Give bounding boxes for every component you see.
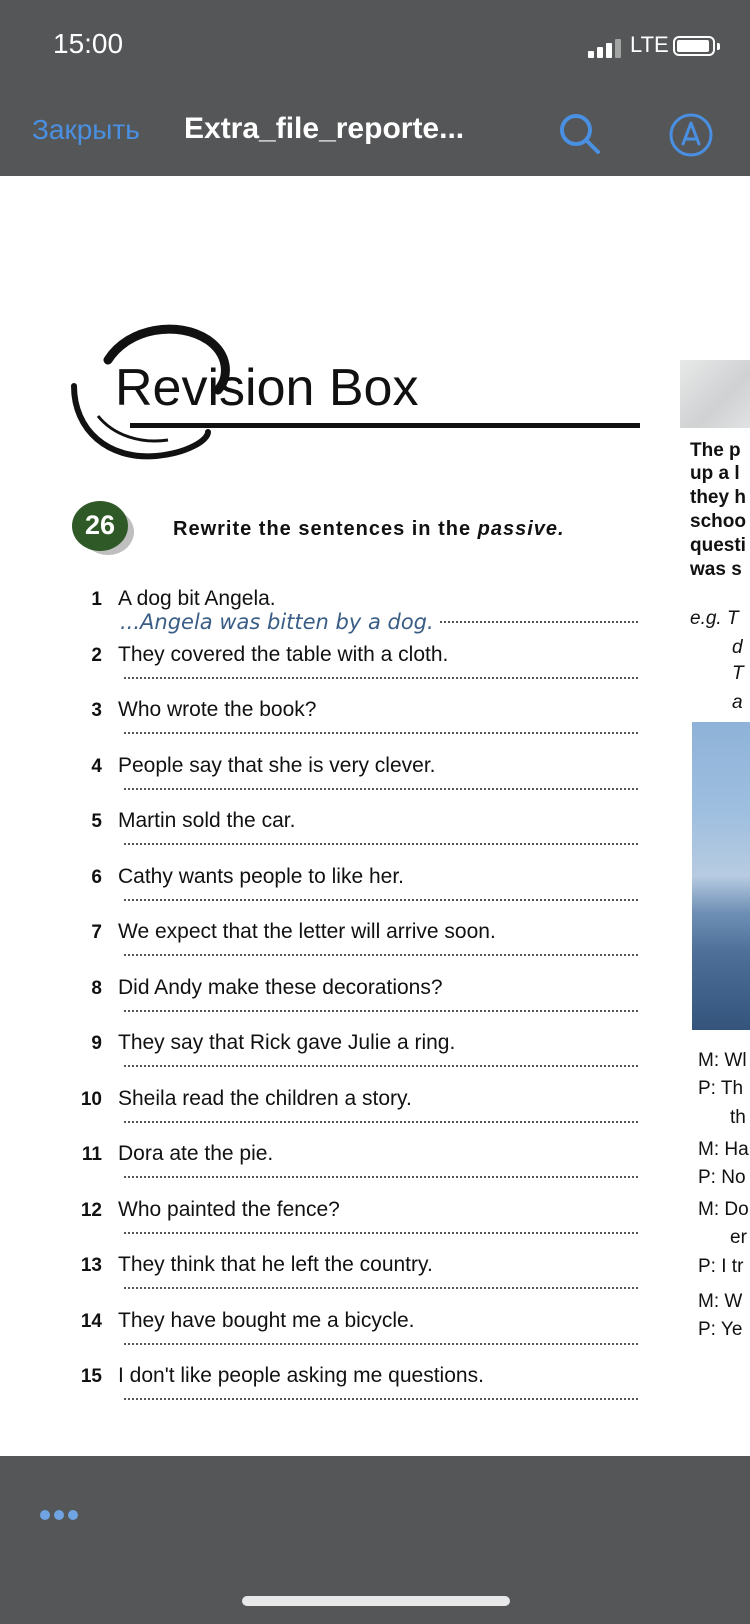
- exercise-item: [76, 811, 636, 867]
- answer-line: [124, 1065, 638, 1067]
- exercise-item: [76, 1311, 636, 1367]
- more-icon[interactable]: [40, 1510, 80, 1524]
- item-number: 9: [91, 1033, 102, 1054]
- item-sentence: Who painted the fence?: [118, 1198, 340, 1221]
- answer-line: [124, 1287, 638, 1289]
- item-sentence: They think that he left the country.: [118, 1253, 433, 1276]
- signal-icon: [588, 38, 628, 58]
- fragment-text: th: [730, 1107, 746, 1128]
- item-number: 14: [80, 1311, 102, 1332]
- item-answer: ...Angela was bitten by a dog.: [120, 610, 438, 634]
- photo-fragment-water: [692, 722, 750, 1030]
- item-sentence: They covered the table with a cloth.: [118, 643, 449, 666]
- item-number: 11: [81, 1144, 102, 1165]
- answer-line: [124, 788, 638, 790]
- logo-underline: [130, 423, 640, 428]
- exercise-item: [76, 700, 636, 756]
- item-sentence: Martin sold the car.: [118, 809, 296, 832]
- fragment-text: they h: [690, 487, 746, 508]
- answer-line: [124, 843, 638, 845]
- fragment-text: P: Ye: [698, 1319, 743, 1340]
- item-number: 6: [91, 867, 102, 888]
- exercise-item: [76, 978, 636, 1034]
- fragment-text: P: I tr: [698, 1256, 744, 1277]
- item-sentence: I don't like people asking me questions.: [118, 1364, 484, 1387]
- logo-text: Revision Box: [115, 359, 419, 417]
- answer-line: [124, 1232, 638, 1234]
- home-indicator: [242, 1596, 510, 1606]
- exercise-item: [76, 1033, 636, 1089]
- fragment-text: e.g. T: [690, 608, 739, 629]
- fragment-text: er: [730, 1227, 747, 1248]
- fragment-text: M: Wl: [698, 1050, 747, 1071]
- item-sentence: Did Andy make these decorations?: [118, 976, 443, 999]
- item-number: 4: [91, 756, 102, 777]
- close-button[interactable]: Закрыть: [32, 114, 140, 145]
- fragment-text: up a l: [690, 463, 740, 484]
- item-number: 8: [91, 978, 102, 999]
- item-number: 12: [80, 1200, 102, 1221]
- photo-fragment: [680, 360, 750, 428]
- instruction-text: Rewrite the sentences in the: [173, 518, 478, 540]
- fragment-text: was s: [690, 559, 742, 580]
- answer-line: [124, 1010, 638, 1012]
- search-icon[interactable]: [556, 110, 604, 158]
- exercise-item: [76, 922, 636, 978]
- fragment-text: The p: [690, 440, 741, 461]
- fragment-text: M: Do: [698, 1199, 749, 1220]
- fragment-text: questi: [690, 535, 746, 556]
- item-sentence: Cathy wants people to like her.: [118, 865, 405, 888]
- fragment-text: d: [732, 637, 743, 658]
- exercise-item: [76, 1255, 636, 1311]
- item-sentence: Who wrote the book?: [118, 698, 317, 721]
- fragment-text: P: Th: [698, 1078, 744, 1099]
- answer-line: [124, 899, 638, 901]
- item-sentence: They say that Rick gave Julie a ring.: [118, 1031, 456, 1054]
- answer-line: [124, 1398, 638, 1400]
- document-title: Extra_file_reporte...: [184, 112, 465, 145]
- exercise-item: [76, 1089, 636, 1145]
- item-number: 2: [91, 645, 102, 666]
- answer-line: [124, 677, 638, 679]
- answer-line: [124, 732, 638, 734]
- top-bar: [0, 0, 750, 176]
- item-sentence: People say that she is very clever.: [118, 754, 436, 777]
- instruction-emphasis: passive.: [477, 518, 565, 540]
- fragment-text: T: [732, 663, 744, 684]
- answer-line: [124, 954, 638, 956]
- exercise-item: [76, 1144, 636, 1200]
- fragment-text: M: W: [698, 1291, 743, 1312]
- answer-line: [124, 1176, 638, 1178]
- fragment-text: M: Ha: [698, 1139, 749, 1160]
- exercise-instruction: [173, 518, 565, 541]
- item-number: 3: [91, 700, 102, 721]
- item-number: 15: [80, 1366, 102, 1387]
- fragment-text: P: No: [698, 1167, 746, 1188]
- item-sentence: We expect that the letter will arrive soon.: [118, 920, 496, 943]
- item-sentence: They have bought me a bicycle.: [118, 1309, 415, 1332]
- item-number: 10: [80, 1089, 102, 1110]
- fragment-text: a: [732, 692, 743, 713]
- adjacent-page-fragment: [680, 0, 750, 1460]
- exercise-item: [76, 1200, 636, 1256]
- answer-line: [124, 1121, 638, 1123]
- item-sentence: Dora ate the pie.: [118, 1142, 274, 1165]
- exercise-item: [76, 645, 636, 701]
- item-number: 7: [91, 922, 102, 943]
- network-type: LTE: [630, 32, 669, 57]
- item-number: 13: [80, 1255, 102, 1276]
- fragment-text: schoo: [690, 511, 746, 532]
- exercise-item: [76, 867, 636, 923]
- exercise-item: [76, 756, 636, 812]
- item-number: 1: [91, 589, 102, 610]
- item-number: 5: [91, 811, 102, 832]
- exercise-item: [76, 1366, 636, 1422]
- exercise-number: 26: [84, 510, 116, 540]
- exercise-item: [76, 589, 636, 645]
- item-sentence: A dog bit Angela.: [118, 587, 276, 610]
- status-time: 15:00: [53, 28, 124, 59]
- answer-line: [124, 1343, 638, 1345]
- exercise-number-badge: [72, 501, 128, 551]
- item-sentence: Sheila read the children a story.: [118, 1087, 412, 1110]
